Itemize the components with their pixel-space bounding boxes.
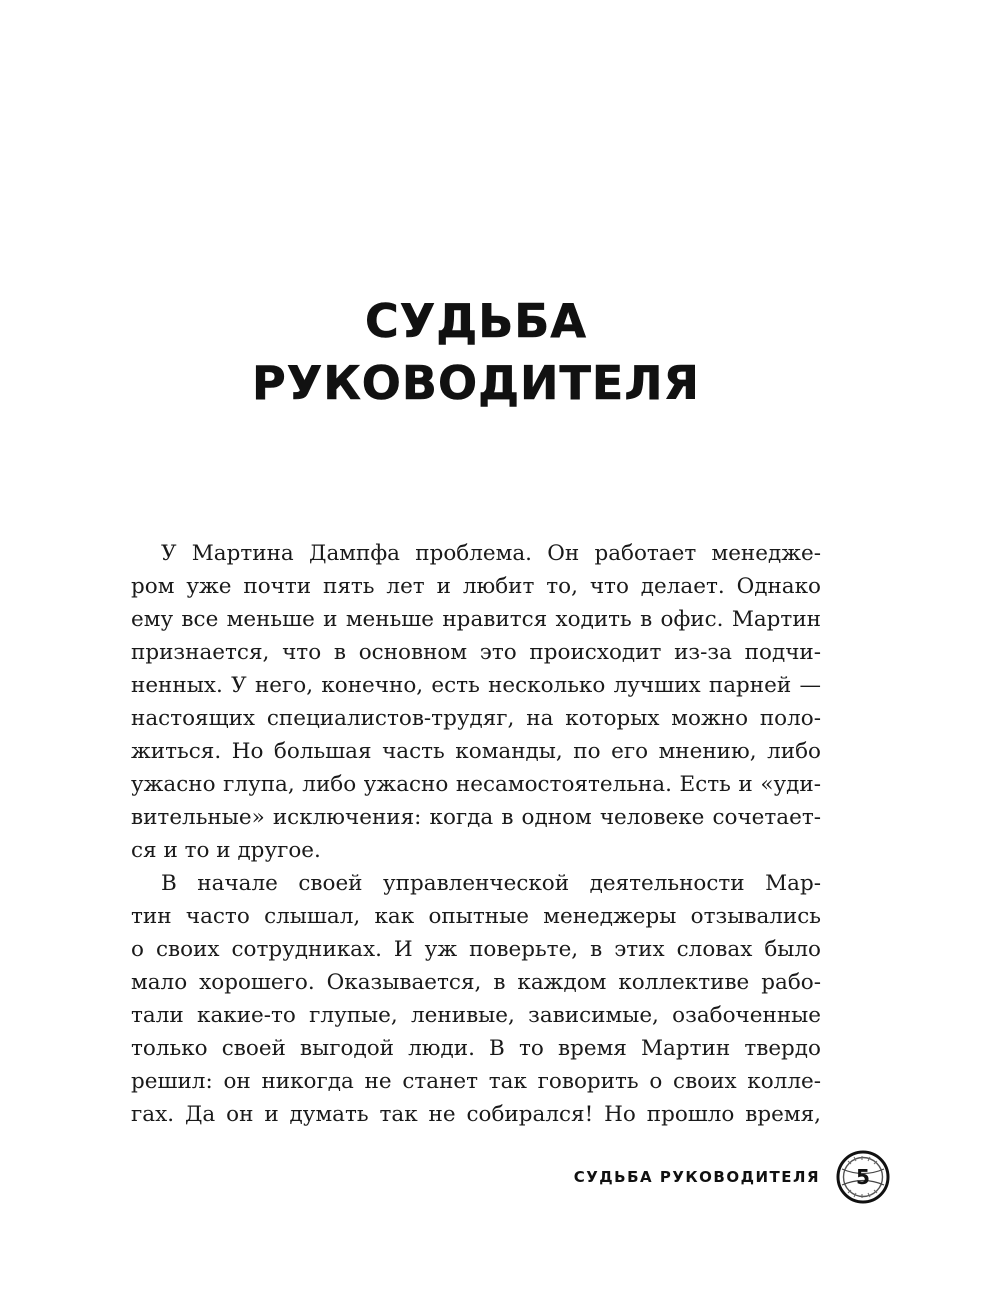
text-line: о своих сотрудниках. И уж поверьте, в этих словах было xyxy=(131,937,821,962)
text-line: настоящих специалистов-трудяг, на которых можно поло- xyxy=(131,706,821,731)
chapter-title-line-1: СУДЬБА xyxy=(365,294,587,348)
text-line: ему все меньше и меньше нравится ходить в офис. Мартин xyxy=(131,607,821,632)
text-line: тали какие-то глупые, ленивые, зависимые, озабоченные xyxy=(131,1003,821,1028)
text-line: ужасно глупа, либо ужасно несамостоятельна. Есть и «уди- xyxy=(131,772,821,797)
page-number-badge xyxy=(834,1148,892,1206)
running-head: СУДЬБА РУКОВОДИТЕЛЯ xyxy=(573,1168,820,1186)
chapter-title-line-2: РУКОВОДИТЕЛЯ xyxy=(252,356,700,410)
text-line: У Мартина Дампфа проблема. Он работает менедже- xyxy=(161,541,821,566)
text-line: ся и то и другое. xyxy=(131,838,321,863)
text-line: В начале своей управленческой деятельности Мар- xyxy=(161,871,821,896)
text-line: решил: он никогда не станет так говорить о своих колле- xyxy=(131,1069,821,1094)
text-line: тин часто слышал, как опытные менеджеры отзывались xyxy=(131,904,821,929)
text-line: ненных. У него, конечно, есть несколько лучших парней — xyxy=(131,673,821,698)
text-line: вительные» исключения: когда в одном человеке сочетает- xyxy=(131,805,821,830)
chapter-title xyxy=(0,290,952,414)
page-number: 5 xyxy=(856,1165,870,1189)
text-line: признается, что в основном это происходит из-за подчи- xyxy=(131,640,821,665)
page-footer xyxy=(573,1148,892,1206)
text-line: только своей выгодой люди. В то время Мартин твердо xyxy=(131,1036,821,1061)
text-line: ром уже почти пять лет и любит то, что делает. Однако xyxy=(131,574,821,599)
body-text xyxy=(131,537,821,1131)
text-line: житься. Но большая часть команды, по его мнению, либо xyxy=(131,739,821,764)
text-line: мало хорошего. Оказывается, в каждом коллективе рабо- xyxy=(131,970,821,995)
text-line: гах. Да он и думать так не собирался! Но прошло время, xyxy=(131,1102,821,1127)
